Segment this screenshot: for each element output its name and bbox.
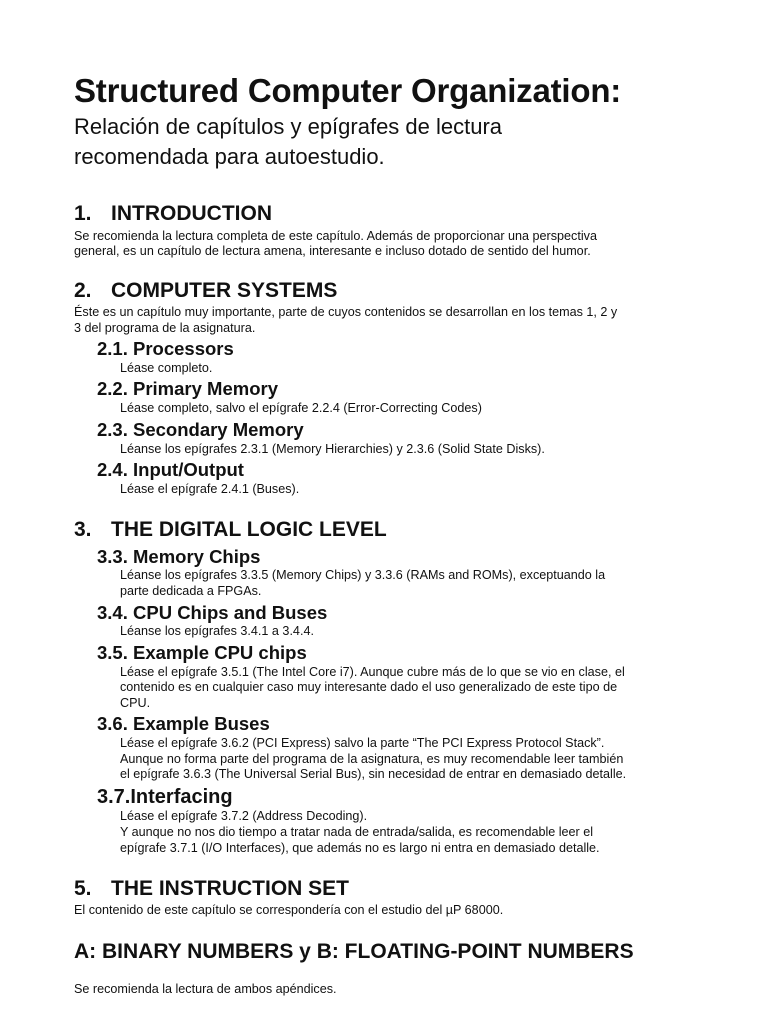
- chapter-number: 1.: [74, 202, 92, 226]
- section-title: 3.7.Interfacing: [97, 785, 233, 808]
- section-title: 2.3. Secondary Memory: [97, 418, 304, 440]
- section-title: 3.6. Example Buses: [97, 713, 270, 735]
- chapter-description: El contenido de este capítulo se correspondería con el estudio del µP 68000.: [74, 903, 504, 918]
- section-3-6: [97, 714, 708, 783]
- section-description: Léase el epígrafe 3.5.1 (The Intel Core i7). Aunque cubre más de lo que se vio en clase, el contenido es en cualquier caso muy interesante dado el uso generalizado de este tipo de CPU.: [120, 664, 625, 710]
- section-description: Léanse los epígrafes 3.3.5 (Memory Chips) y 3.3.6 (RAMs and ROMs), exceptuando la parte dedicada a FPGAs.: [120, 568, 606, 598]
- chapter-number: 2.: [74, 278, 92, 302]
- chapter-heading: [74, 278, 708, 303]
- section-description: Léase el epígrafe 2.4.1 (Buses).: [120, 481, 300, 496]
- section-description: Léase completo, salvo el epígrafe 2.2.4 (Error-Correcting Codes): [120, 401, 482, 416]
- appendix-title: A: BINARY NUMBERS y B: FLOATING-POINT NUMBERS: [74, 940, 634, 963]
- subtitle-line-2: recomendada para autoestudio.: [74, 143, 385, 169]
- section-title: 3.4. CPU Chips and Buses: [97, 601, 328, 623]
- chapter-description: Éste es un capítulo muy importante, parte de cuyos contenidos se desarrollan en los temas 1, 2 y 3 del programa de la asignatura.: [74, 304, 618, 335]
- chapter-heading: [74, 201, 708, 226]
- chapter-title: THE INSTRUCTION SET: [111, 877, 350, 901]
- chapter-title: THE DIGITAL LOGIC LEVEL: [111, 518, 387, 542]
- section-description: Léanse los epígrafes 2.3.1 (Memory Hierarchies) y 2.3.6 (Solid State Disks).: [120, 441, 545, 456]
- document-subtitle: [74, 112, 708, 171]
- section-title: 2.2. Primary Memory: [97, 378, 278, 400]
- section-3-4: [97, 603, 708, 640]
- chapter-title: COMPUTER SYSTEMS: [111, 278, 338, 302]
- chapter-2: [74, 278, 708, 498]
- chapter-description: Se recomienda la lectura completa de este capítulo. Además de proporcionar una perspectiva general, es un capítulo de lectura amena, interesante e incluso dotado de sentido del humor.: [74, 228, 597, 259]
- section-2-2: [97, 379, 708, 416]
- chapter-heading: [74, 876, 708, 901]
- chapter-number: 3.: [74, 518, 92, 542]
- section-title: 3.3. Memory Chips: [97, 545, 261, 567]
- chapter-heading: [74, 517, 708, 542]
- section-2-4: [97, 460, 708, 497]
- chapter-1: [74, 201, 708, 259]
- section-3-3: [97, 547, 708, 600]
- section-description: Léanse los epígrafes 3.4.1 a 3.4.4.: [120, 624, 314, 639]
- chapter-title: INTRODUCTION: [111, 202, 272, 226]
- section-description: Léase completo.: [120, 360, 213, 375]
- appendix-description: Se recomienda la lectura de ambos apéndices.: [74, 982, 337, 997]
- section-3-7: [97, 786, 708, 856]
- document-title: Structured Computer Organization:: [74, 72, 622, 109]
- chapter-5: [74, 876, 708, 919]
- section-description: Léase el epígrafe 3.7.2 (Address Decoding). Y aunque no nos dio tiempo a tratar nada de entrada/salida, es recomendable leer el epígrafe 3.7.1 (I/O Interfaces), que además no es largo ni entra en demasiado detalle.: [120, 809, 600, 855]
- chapter-number: 5.: [74, 877, 92, 901]
- chapter-3: [74, 517, 708, 856]
- section-title: 3.5. Example CPU chips: [97, 641, 307, 663]
- section-2-1: [97, 339, 708, 376]
- section-2-3: [97, 420, 708, 457]
- subtitle-line-1: Relación de capítulos y epígrafes de lectura: [74, 113, 503, 139]
- appendix-section: [74, 939, 708, 998]
- section-title: 2.1. Processors: [97, 338, 234, 360]
- section-title: 2.4. Input/Output: [97, 459, 244, 481]
- section-3-5: [97, 643, 708, 712]
- section-description: Léase el epígrafe 3.6.2 (PCI Express) salvo la parte “The PCI Express Protocol Stack”. Aunque no forma parte del programa de la asignatura, es muy recomendable leer también el epígrafe 3.6.3 (The Universal Serial Bus), sin necesidad de entrar en demasiado detalle.: [120, 736, 627, 782]
